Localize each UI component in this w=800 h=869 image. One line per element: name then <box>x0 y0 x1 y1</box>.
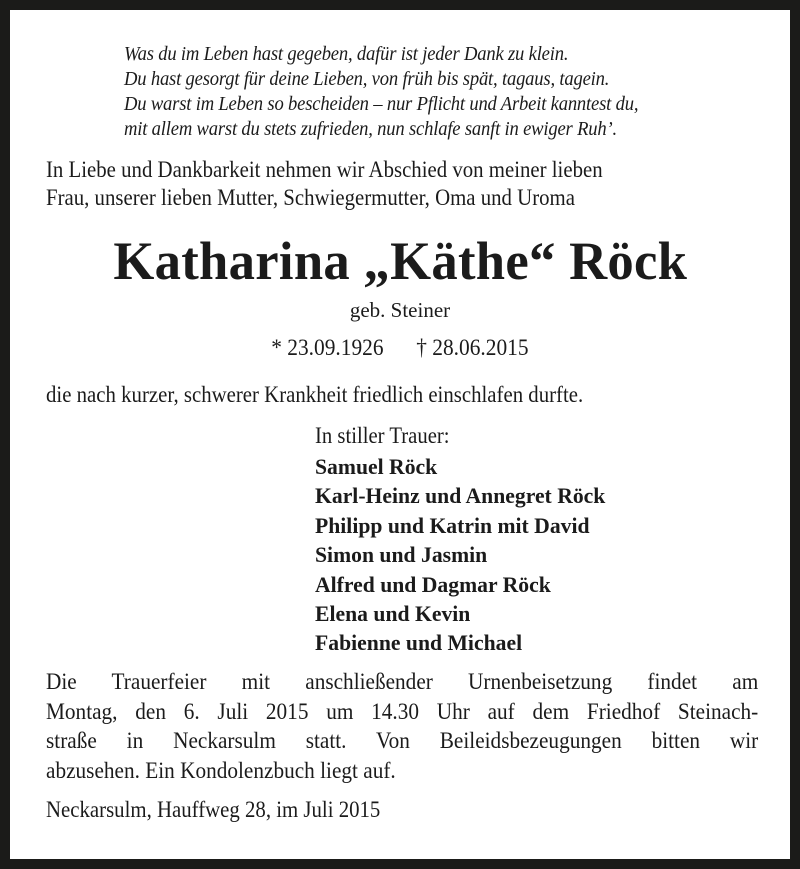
memorial-poem <box>124 42 638 142</box>
poem-line: Du hast gesorgt für deine Lieben, von früh bis spät, tagaus, tagein. <box>124 68 610 90</box>
poem-line: mit allem warst du stets zufrieden, nun schlafe sanft in ewiger Ruh’. <box>124 118 617 140</box>
birth-date: * 23.09.1926 <box>271 335 384 360</box>
intro-line: Frau, unserer lieben Mutter, Schwiegermutter, Oma und Uroma <box>46 185 575 210</box>
mourner-entry: Philipp und Katrin mit David <box>315 512 590 538</box>
mourners-list <box>315 452 605 658</box>
mourner-entry: Karl-Heinz und Annegret Röck <box>315 483 606 509</box>
death-date: † 28.06.2015 <box>416 335 529 360</box>
intro-line: In Liebe und Dankbarkeit nehmen wir Abschied von meiner lieben <box>46 157 603 182</box>
mourner-entry: Samuel Röck <box>315 454 438 479</box>
service-line: Die Trauerfeier mit anschließender Urnenbeisetzung findet am <box>46 669 759 694</box>
poem-line: Du warst im Leben so bescheiden – nur Pflicht und Arbeit kanntest du, <box>124 93 639 115</box>
intro-text <box>46 156 603 212</box>
poem-line: Was du im Leben hast gegeben, dafür ist jeder Dank zu klein. <box>124 43 569 65</box>
mourner-entry: Elena und Kevin <box>315 600 471 626</box>
mourner-entry: Simon und Jasmin <box>315 542 488 568</box>
passing-text: die nach kurzer, schwerer Krankheit friedlich einschlafen durfte. <box>46 382 584 407</box>
deceased-name-text: Katharina „Käthe“ Röck <box>113 231 687 291</box>
place-and-date: Neckarsulm, Hauffweg 28, im Juli 2015 <box>46 797 381 822</box>
mourner-entry: Alfred und Dagmar Röck <box>315 571 551 597</box>
deceased-name <box>0 230 800 292</box>
service-line: Montag, den 6. Juli 2015 um 14.30 Uhr auf dem Friedhof Steinach- <box>46 698 759 724</box>
service-line: straße in Neckarsulm statt. Von Beileidsbezeugungen bitten wir <box>46 728 759 753</box>
life-dates <box>0 334 800 362</box>
service-line: abzusehen. Ein Kondolenzbuch liegt auf. <box>46 757 396 783</box>
mourners-label: In stiller Trauer: <box>315 423 450 448</box>
funeral-service-info <box>46 667 758 785</box>
mourner-entry: Fabienne und Michael <box>315 630 523 656</box>
maiden-name: geb. Steiner <box>349 298 451 322</box>
